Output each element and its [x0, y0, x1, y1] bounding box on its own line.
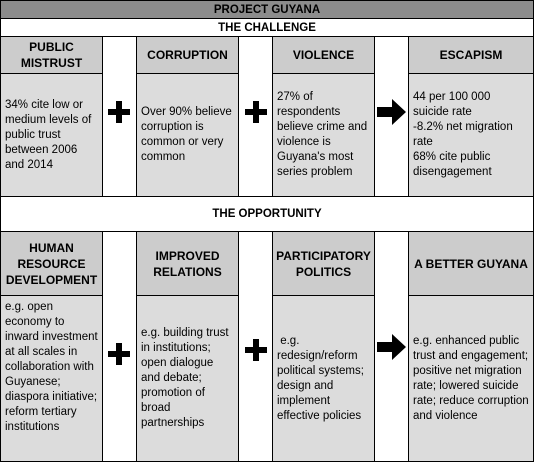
header-text: A BETTER GUYANA: [414, 256, 528, 271]
opportunity-header-improved-relations: [136, 231, 239, 296]
arrow-right-icon: [377, 98, 407, 126]
opportunity-body-a-better-guyana: [408, 295, 534, 462]
challenge-body-public-mistrust: [0, 73, 103, 197]
opportunity-header-human-resource-development: [0, 231, 103, 296]
opportunity-body-participatory-politics: [272, 295, 375, 462]
opportunity-heading: [0, 196, 534, 232]
plus-icon: [108, 343, 130, 365]
opportunity-heading-text: THE OPPORTUNITY: [212, 208, 322, 220]
header-text: PARTICIPATORY POLITICS: [276, 248, 371, 279]
opportunity-body-human-resource-development: [0, 295, 103, 462]
header-text: CORRUPTION: [147, 48, 228, 62]
challenge-header-escapism: [408, 36, 534, 74]
challenge-header-public-mistrust: [0, 36, 103, 74]
arrow-right-icon: [377, 333, 407, 361]
body-text: 44 per 100 000 suicide rate -8.2% net migration rate 68% cite public disengagement: [413, 91, 513, 178]
body-text: e.g. enhanced public trust and engagement; positive net migration rate; lowered suicide rate; reduce corruption and violence: [413, 334, 529, 422]
body-text: Over 90% believe corruption is common or very common: [141, 106, 232, 163]
challenge-body-corruption: [136, 73, 239, 197]
plus-icon: [245, 339, 267, 361]
plus-icon: [108, 101, 130, 123]
challenge-body-violence: [272, 73, 375, 197]
header-text: HUMAN RESOURCE DEVELOPMENT: [5, 240, 98, 287]
page-title: [0, 0, 534, 19]
body-text: 27% of respondents believe crime and violence is Guyana's most series problem: [277, 91, 368, 178]
header-text: IMPROVED RELATIONS: [153, 248, 222, 279]
challenge-header-violence: [272, 36, 375, 74]
opportunity-header-a-better-guyana: [408, 231, 534, 296]
challenge-body-escapism: [408, 73, 534, 197]
challenge-heading-text: THE CHALLENGE: [218, 21, 316, 34]
challenge-header-corruption: [136, 36, 239, 74]
opportunity-header-participatory-politics: [272, 231, 375, 296]
header-text: PUBLIC MISTRUST: [20, 40, 83, 70]
plus-icon: [245, 101, 267, 123]
body-text: e.g. redesign/reform political systems; design and implement effective policies: [277, 334, 368, 422]
challenge-heading: [0, 18, 534, 37]
header-text: VIOLENCE: [292, 48, 355, 62]
body-text: e.g. open economy to inward investment at all scales in collaboration with Guyanese; diaspora initiative; reform tertiary institutions: [5, 301, 98, 433]
opportunity-body-improved-relations: [136, 295, 239, 462]
body-text: e.g. building trust in institutions; open dialogue and debate; promotion of broad partnerships: [141, 327, 229, 429]
header-text: ESCAPISM: [439, 48, 503, 62]
body-text: 34% cite low or medium levels of public trust between 2006 and 2014: [5, 98, 92, 171]
page-title-text: PROJECT GUYANA: [213, 3, 321, 16]
